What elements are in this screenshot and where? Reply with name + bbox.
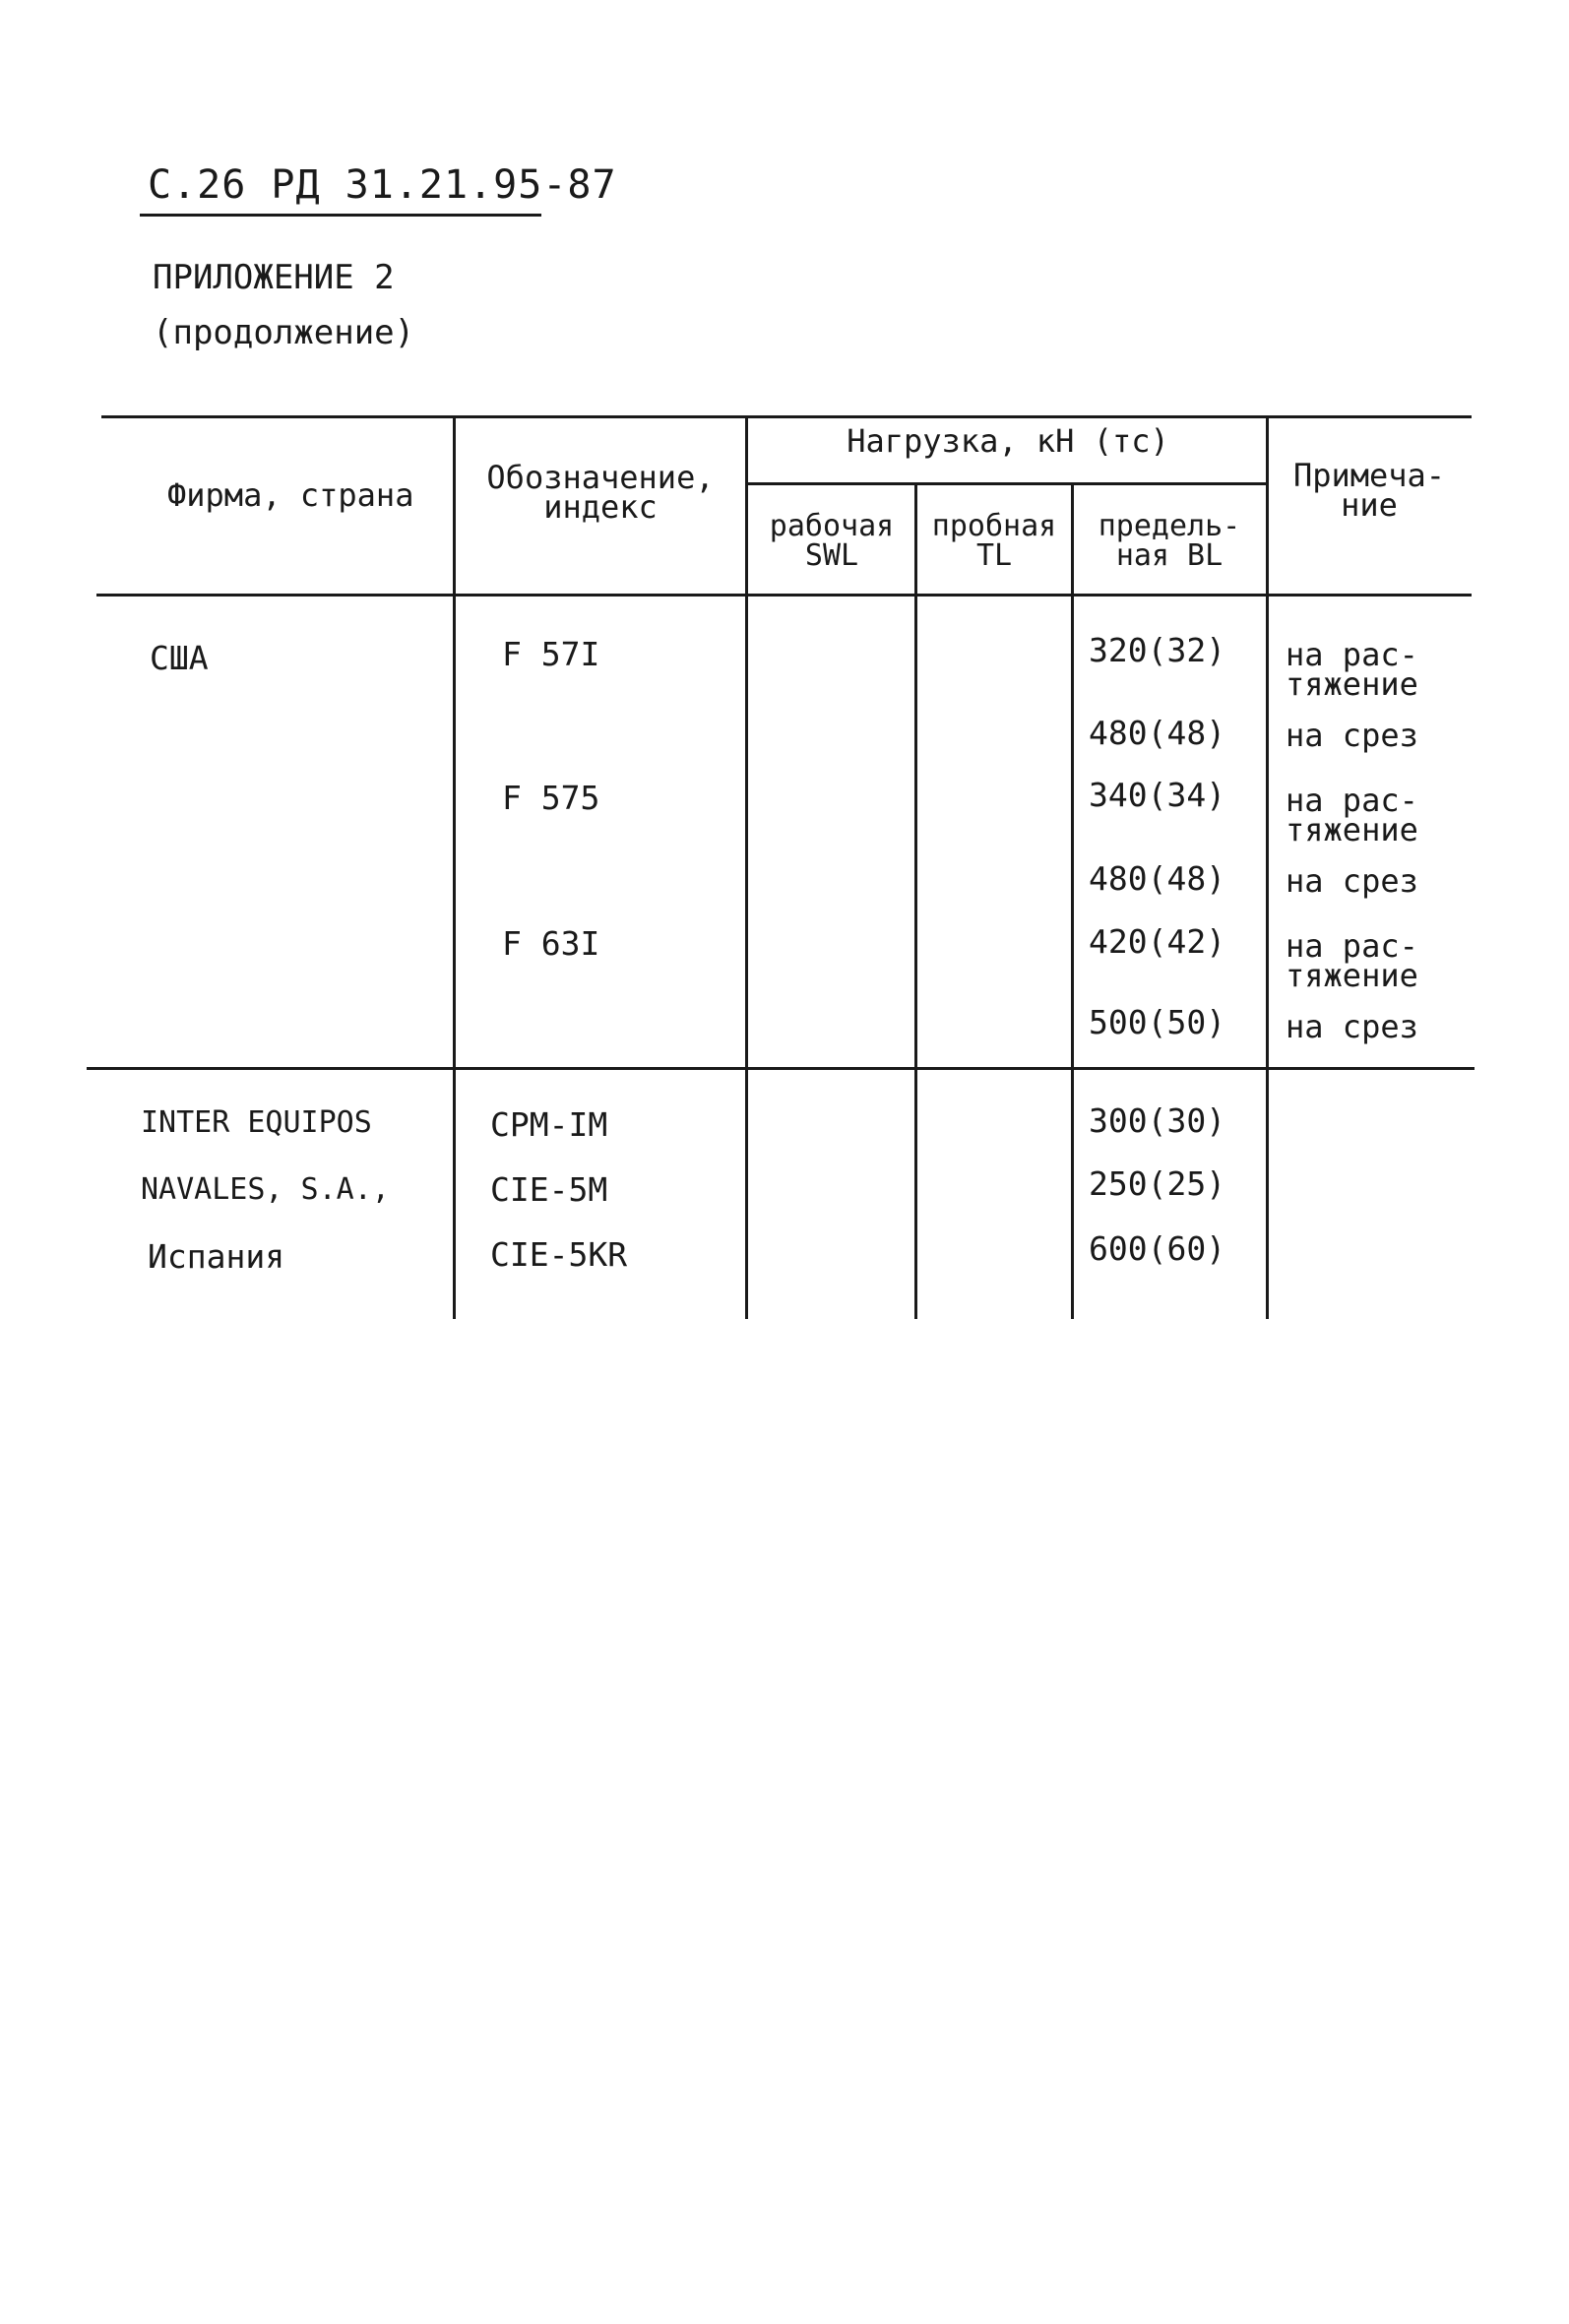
- note-cell: на срез: [1286, 717, 1418, 754]
- col-header-note: Примеча- ние: [1292, 457, 1446, 524]
- note-cell: на рас- тяжение: [1286, 636, 1418, 703]
- breaking-load-cell: 300(30): [1089, 1101, 1226, 1140]
- breaking-load-cell: 250(25): [1089, 1164, 1226, 1203]
- continuation-label: (продолжение): [153, 313, 415, 352]
- breaking-load-cell: 420(42): [1089, 922, 1226, 961]
- note-cell: на рас- тяжение: [1286, 927, 1418, 994]
- note-cell: на срез: [1286, 1008, 1418, 1045]
- col-divider-4: [1071, 482, 1074, 1319]
- index-cell: CPM-IM: [490, 1105, 608, 1144]
- col-divider-1: [453, 415, 456, 1319]
- col-header-firm: Фирма, страна: [167, 476, 414, 514]
- breaking-load-cell: 500(50): [1089, 1003, 1226, 1041]
- breaking-load-cell: 480(48): [1089, 714, 1226, 752]
- load-subheader-rule: [748, 482, 1268, 485]
- note-cell: на рас- тяжение: [1286, 782, 1418, 848]
- col-divider-2: [745, 415, 748, 1319]
- header-underline: [140, 214, 541, 217]
- index-cell: F 57I: [502, 635, 600, 673]
- page-header: С.26 РД 31.21.95-87: [148, 162, 617, 208]
- col-divider-5: [1266, 415, 1269, 1319]
- col-header-designation: Обозначение, индекс: [486, 459, 715, 526]
- index-cell: CIE-5M: [490, 1170, 608, 1209]
- col-header-breaking: предель- ная BL: [1098, 509, 1241, 573]
- col-divider-3: [914, 482, 917, 1319]
- firm-cell: США: [150, 639, 209, 677]
- breaking-load-cell: 320(32): [1089, 631, 1226, 669]
- firm-cell: Испания: [148, 1237, 285, 1276]
- breaking-load-cell: 340(34): [1089, 776, 1226, 814]
- index-cell: CIE-5KR: [490, 1235, 628, 1274]
- col-header-working: рабочая SWL: [769, 509, 895, 573]
- breaking-load-cell: 480(48): [1089, 859, 1226, 898]
- breaking-load-cell: 600(60): [1089, 1229, 1226, 1268]
- index-cell: F 575: [502, 779, 600, 817]
- index-cell: F 63I: [502, 924, 600, 963]
- col-header-test: пробная TL: [931, 509, 1057, 573]
- firm-cell: NAVALES, S.A.,: [141, 1172, 390, 1207]
- firm-cell: INTER EQUIPOS: [141, 1105, 372, 1140]
- col-header-load: Нагрузка, кН (тс): [847, 422, 1169, 460]
- note-cell: на срез: [1286, 862, 1418, 900]
- appendix-title: ПРИЛОЖЕНИЕ 2: [153, 258, 395, 297]
